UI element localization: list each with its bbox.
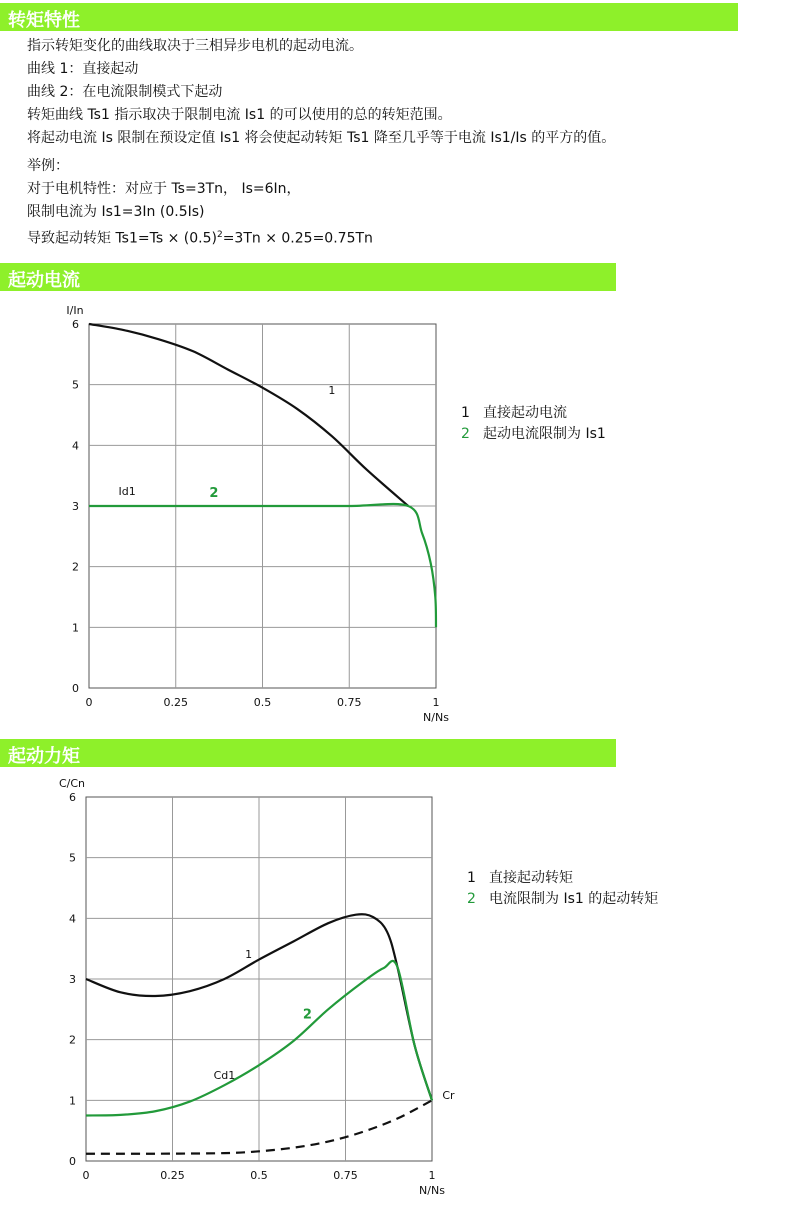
x-tick-label: 1 [432,696,440,709]
body-line: 曲线 1：直接起动 [27,61,139,77]
y-tick-label: 3 [69,973,76,986]
x-tick-label: 1 [428,1169,436,1182]
y-tick-label: 0 [69,1155,76,1168]
curve-annotation: Id1 [118,485,136,499]
x-tick-label: 0.25 [163,696,188,709]
curve-annotation: 2 [209,485,219,501]
y-axis-label: I/In [66,304,84,317]
legend-label: 直接起动电流 [483,405,567,421]
formula-part-a: 导致起动转矩 Ts1=Ts × (0.5) [27,230,217,247]
y-tick-label: 1 [69,1094,76,1108]
legend-number: 2 [461,426,470,442]
example-line: 对于电机特性：对应于 Ts=3Tn， Is=6In， [27,181,301,197]
section-header-torque [0,3,738,31]
legend-number: 1 [461,405,470,421]
curve-annotation: 1 [245,947,253,961]
curve-annotation: Cr [442,1089,455,1103]
x-axis-label: N/Ns [423,711,449,724]
legend-number: 1 [467,870,476,886]
y-tick-label: 3 [72,500,79,513]
formula-line [27,223,373,251]
legend-item-1 [461,402,567,422]
y-axis-label: C/Cn [58,777,86,790]
x-axis-label: N/Ns [419,1184,445,1197]
x-tick-label: 0 [85,696,93,709]
example-line: 限制电流为 Is1=3In (0.5Is) [27,204,205,220]
legend-label: 起动电流限制为 Is1 [483,426,606,442]
x-tick-label: 0.75 [333,1169,358,1182]
curve-annotation: Cd1 [213,1069,236,1083]
series-line-1 [89,324,408,506]
body-line: 转矩曲线 Ts1 指示取决于限制电流 Is1 的可以使用的总的转矩范围。 [27,107,452,123]
curve-annotation: 1 [328,383,336,397]
formula-part-b: =3Tn × 0.25=0.75Tn [222,230,373,247]
formula-exponent: 2 [216,230,223,240]
section-title: 起动力矩 [8,746,80,767]
example-heading: 举例： [27,158,69,174]
section-header-starting-torque [0,739,616,767]
y-tick-label: 6 [72,318,79,331]
y-tick-label: 6 [69,791,76,804]
y-tick-label: 2 [72,560,79,574]
body-line: 将起动电流 Is 限制在预设定值 Is1 将会使起动转矩 Ts1 降至几乎等于电流 Is1/Is 的平方的值。 [27,130,616,146]
x-tick-label: 0.25 [160,1169,185,1182]
legend-label: 直接起动转矩 [489,870,573,886]
x-tick-label: 0.5 [253,696,272,709]
torque-chart [0,772,790,1202]
legend-number: 2 [467,891,476,907]
y-tick-label: 5 [69,851,76,865]
legend-item-2 [467,888,658,908]
y-tick-label: 0 [72,682,79,695]
x-tick-label: 0.75 [337,696,362,709]
section-title: 转矩特性 [8,10,80,31]
y-tick-label: 4 [72,439,79,453]
body-line: 指示转矩变化的曲线取决于三相异步电机的起动电流。 [27,38,363,54]
x-tick-label: 0.5 [250,1169,268,1182]
x-tick-label: 0 [82,1169,90,1182]
section-header-starting-current [0,263,616,291]
section-title: 起动电流 [8,270,80,291]
y-tick-label: 1 [72,621,79,635]
legend-label: 电流限制为 Is1 的起动转矩 [489,891,659,907]
legend-item-2 [461,423,606,443]
y-tick-label: 4 [69,912,76,926]
y-tick-label: 5 [72,378,79,392]
body-line: 曲线 2：在电流限制模式下起动 [27,84,223,100]
y-tick-label: 2 [69,1033,76,1047]
current-chart [0,298,790,728]
curve-annotation: 2 [302,1007,312,1023]
legend-item-1 [467,867,573,887]
